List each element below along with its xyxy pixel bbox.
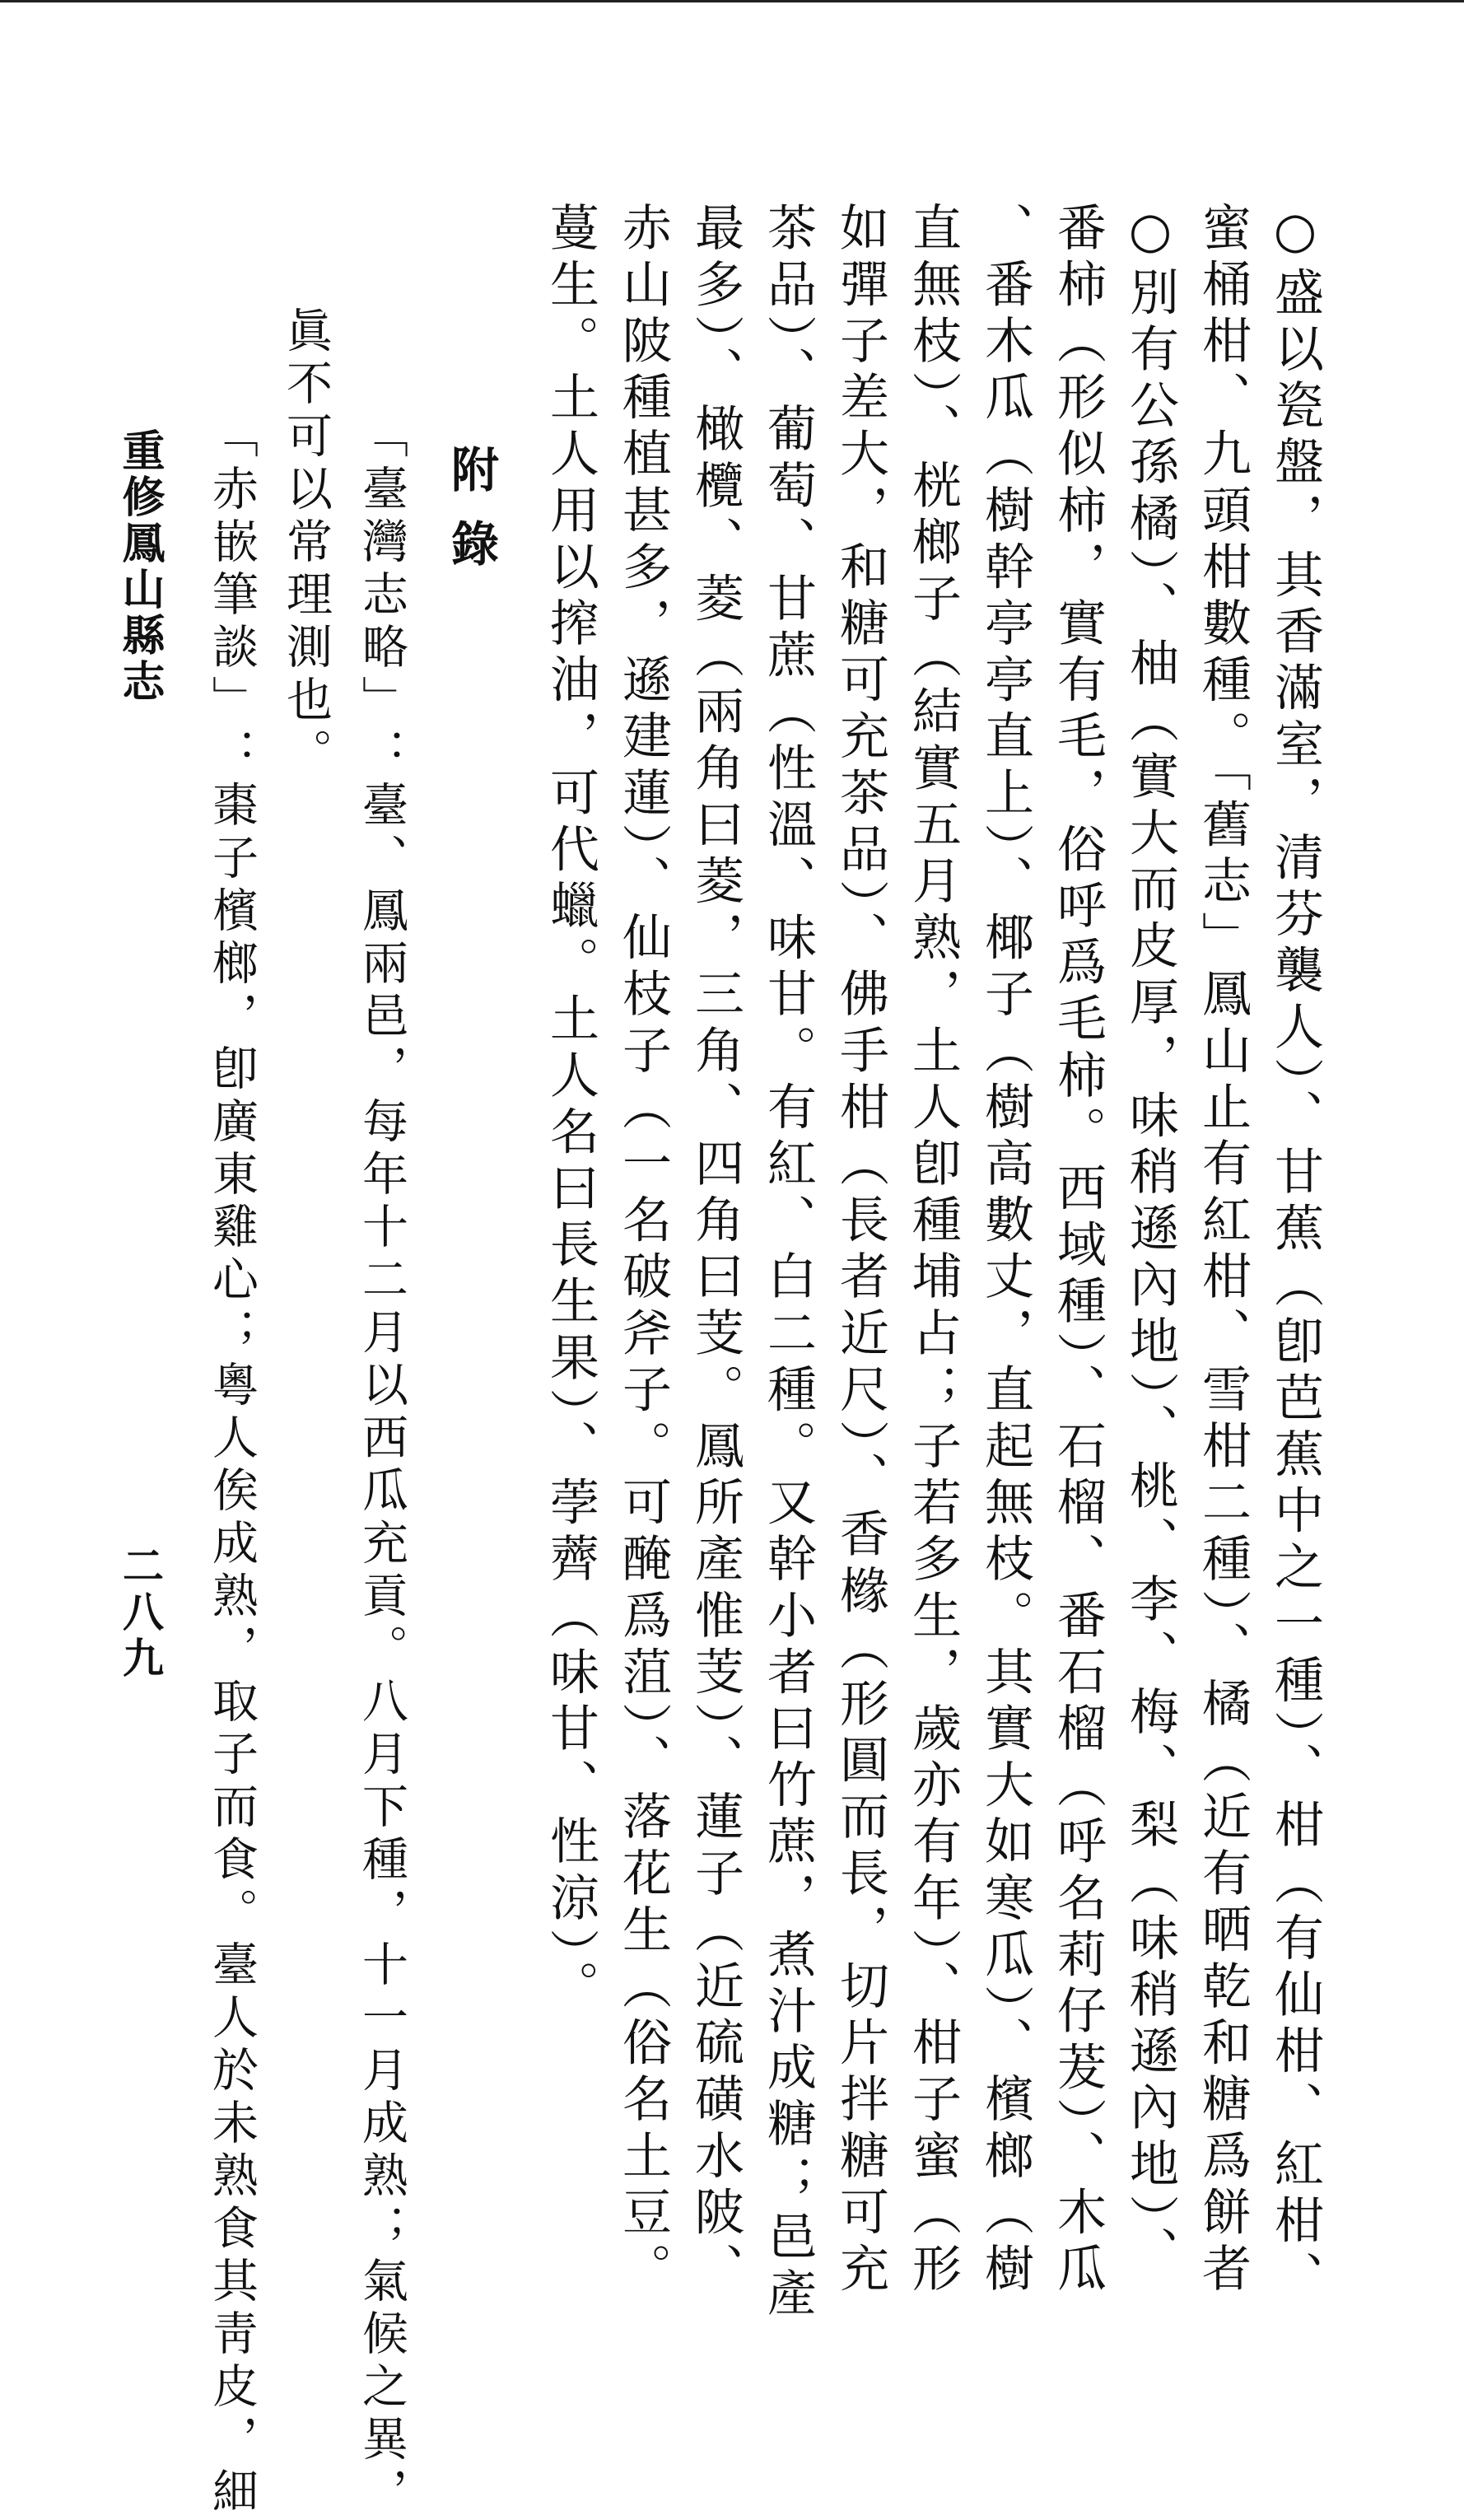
main-text-column-5: 、番木瓜（樹幹亭亭直上）、椰子（樹高數丈，直起無枝。其實大如寒瓜）、檳榔（樹 [977,202,1034,2299]
page-number: 二八九 [116,1544,165,1682]
main-text-column-10: 赤山陂種植甚多，遜建蓮）、仙枝子（一名破斧子。可醃爲菹）、落花生（俗名土豆。 [614,202,672,2299]
main-text-column-6: 直無枝）、桄榔子（結實五月熟，土人卽種埔占；子若多生，歲亦有年）、柑子蜜（形 [904,202,962,2299]
main-text-column-7: 如彈子差大，和糖可充茶品）、佛手柑（長者近尺）、香橼（形圓而長，切片拌糖可充 [832,202,889,2299]
main-text-column-11: 蔓生。土人用以搾油，可代蠟。土人名曰長生果）、荸薺（味甘、性涼）。 [542,202,599,2017]
top-border-rule [0,0,1464,2]
main-text-column-4: 番柿（形似柿，實有毛，俗呼爲毛柿。西域種）、石榴、番石榴（呼名莉仔茇）、木瓜 [1049,202,1107,2299]
appendix-note-1-continuation: 眞不可以常理測也。 [279,306,333,781]
main-text-column-2: 蜜桶柑、九頭柑數種。「舊志」鳳山止有紅柑、雪柑二種）、橘（近有晒乾和糖爲餅者 [1194,202,1252,2299]
appendix-note-1: 「臺灣志略」：臺、鳳兩邑，每年十二月以西瓜充貢。八月下種，十一月成熟；氣候之異， [355,412,408,2520]
main-text-column-3: ○別有公孫橘）、柚（實大而皮厚，味稍遜內地）、桃、李、梅、梨（味稍遜內地）、 [1121,202,1179,2283]
main-text-column-1: ○盛以瓷盤，其香滿室，清芬襲人）、甘蕉（卽芭蕉中之一種）、柑（有仙柑、紅柑、 [1266,202,1324,2308]
running-title: 重修鳳山縣志 [114,428,165,705]
main-text-column-8: 茶品）、葡萄、甘蔗（性溫、味甘。有紅、白二種。又幹小者曰竹蔗，煮汁成糖；邑產 [759,202,817,2324]
appendix-heading: 附錄 [443,445,499,593]
appendix-note-2: 「赤嵌筆談」：棗子檳榔，卽廣東雞心；粵人俟成熟，取子而食。臺人於未熟食其靑皮，細 [205,412,259,2520]
main-text-column-9: 最多）、橄欖、菱（兩角曰菱，三角、四角曰芰。鳳所產惟芰）、蓮子（近硫磺水陂、 [687,202,744,2299]
